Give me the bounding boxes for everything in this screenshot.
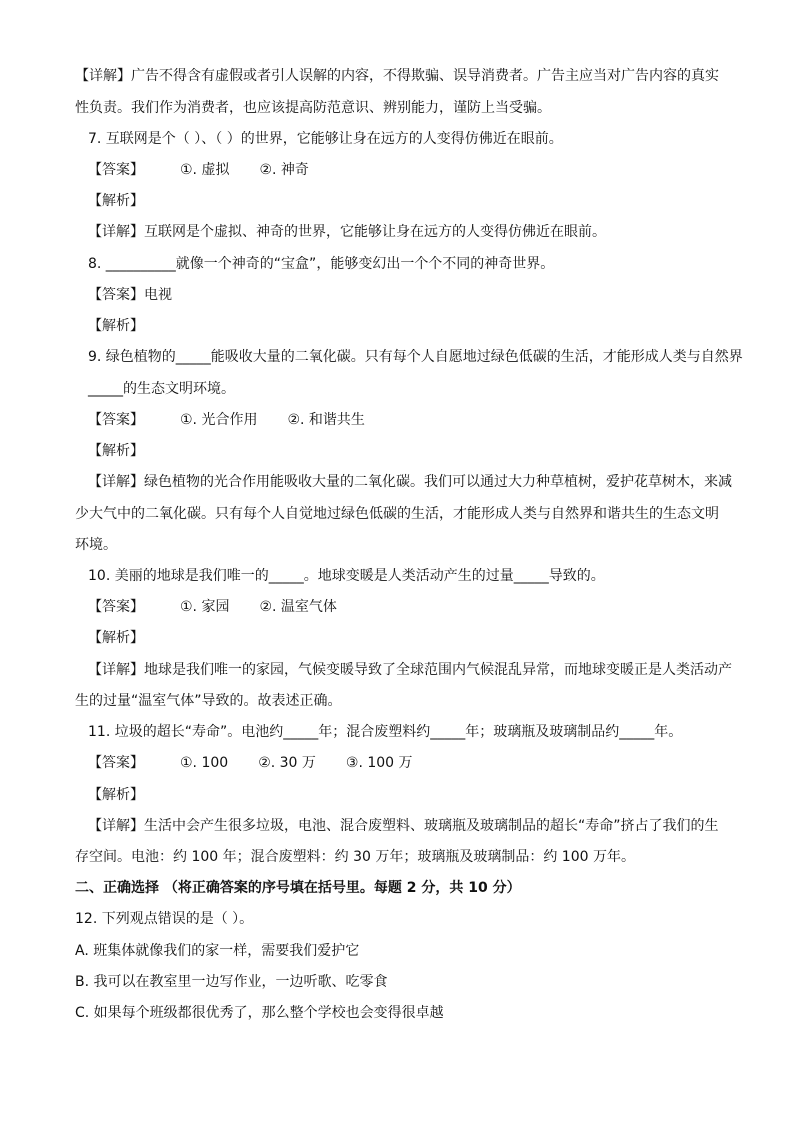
explanation-line: 性负责。我们作为消费者，也应该提高防范意识、辨别能力，谨防上当受骗。 xyxy=(75,100,551,116)
analysis-tag: 【解析】 xyxy=(88,193,144,209)
option-b: B. 我可以在教室里一边写作业，一边听歌、吃零食 xyxy=(75,974,388,990)
answer-option: ②. 温室气体 xyxy=(259,599,337,615)
explanation-9-line1: 【详解】绿色植物的光合作用能吸收大量的二氧化碳。我们可以通过大力种草植树，爱护花草树木，来减 xyxy=(88,474,732,490)
question-8: 8. __________就像一个神奇的“宝盒”，能够变幻出一个个不同的神奇世界。 xyxy=(88,256,555,272)
option-c: C. 如果每个班级都很优秀了，那么整个学校也会变得很卓越 xyxy=(75,1005,444,1021)
answer-option: ②. 30 万 xyxy=(258,755,316,771)
answer-option: ①. 光合作用 xyxy=(180,412,258,428)
answer-tag: 【答案】 xyxy=(88,599,144,615)
answer-9 xyxy=(88,410,365,430)
answer-8: 【答案】电视 xyxy=(88,287,172,303)
explanation-9-line3: 环境。 xyxy=(75,537,117,553)
analysis-tag: 【解析】 xyxy=(88,630,144,646)
question-9-line2: _____的生态文明环境。 xyxy=(88,381,235,397)
answer-option: ①. 虚拟 xyxy=(180,162,230,178)
explanation-10-line1: 【详解】地球是我们唯一的家园，气候变暖导致了全球范围内气候混乱异常，而地球变暖正是人类活动产 xyxy=(88,662,732,678)
explanation-7: 【详解】互联网是个虚拟、神奇的世界，它能够让身在远方的人变得仿佛近在眼前。 xyxy=(88,224,606,240)
answer-10 xyxy=(88,597,337,617)
answer-option: ③. 100 万 xyxy=(345,755,413,771)
answer-option: ①. 家园 xyxy=(180,599,230,615)
question-10: 10. 美丽的地球是我们唯一的_____。地球变暖是人类活动产生的过量_____导致的。 xyxy=(88,568,605,584)
explanation-9-line2: 少大气中的二氧化碳。只有每个人自觉地过绿色低碳的生活，才能形成人类与自然界和谐共生的生态文明 xyxy=(75,506,719,522)
answer-option: ②. 和谐共生 xyxy=(287,412,365,428)
analysis-tag: 【解析】 xyxy=(88,787,144,803)
analysis-tag: 【解析】 xyxy=(88,318,144,334)
question-12: 12. 下列观点错误的是（ ）。 xyxy=(75,911,254,927)
answer-7 xyxy=(88,160,309,180)
answer-option: ②. 神奇 xyxy=(259,162,309,178)
section-heading: 二、正确选择 （将正确答案的序号填在括号里。每题 2 分，共 10 分） xyxy=(75,880,521,896)
question-7: 7. 互联网是个（ ）、（ ）的世界，它能够让身在远方的人变得仿佛近在眼前。 xyxy=(88,131,563,147)
explanation-10-line2: 生的过量“温室气体”导致的。故表述正确。 xyxy=(75,693,342,709)
answer-tag: 【答案】 xyxy=(88,162,144,178)
answer-option: ①. 100 xyxy=(180,755,229,771)
answer-11 xyxy=(88,753,413,773)
answer-tag: 【答案】 xyxy=(88,755,144,771)
explanation-line: 【详解】广告不得含有虚假或者引人误解的内容，不得欺骗、误导消费者。广告主应当对广告内容的真实 xyxy=(75,68,719,84)
analysis-tag: 【解析】 xyxy=(88,443,144,459)
question-11: 11. 垃圾的超长“寿命”。电池约_____年；混合废塑料约_____年；玻璃瓶及玻璃制品约_____年。 xyxy=(88,724,683,740)
option-a: A. 班集体就像我们的家一样，需要我们爱护它 xyxy=(75,943,360,959)
explanation-11-line2: 存空间。电池：约 100 年；混合废塑料：约 30 万年；玻璃瓶及玻璃制品：约 100 万年。 xyxy=(75,849,635,865)
explanation-11-line1: 【详解】生活中会产生很多垃圾，电池、混合废塑料、玻璃瓶及玻璃制品的超长“寿命”挤占了我们的生 xyxy=(88,818,719,834)
answer-tag: 【答案】 xyxy=(88,412,144,428)
question-9-line1: 9. 绿色植物的_____能吸收大量的二氧化碳。只有每个人自愿地过绿色低碳的生活，才能形成人类与自然界 xyxy=(88,349,743,365)
